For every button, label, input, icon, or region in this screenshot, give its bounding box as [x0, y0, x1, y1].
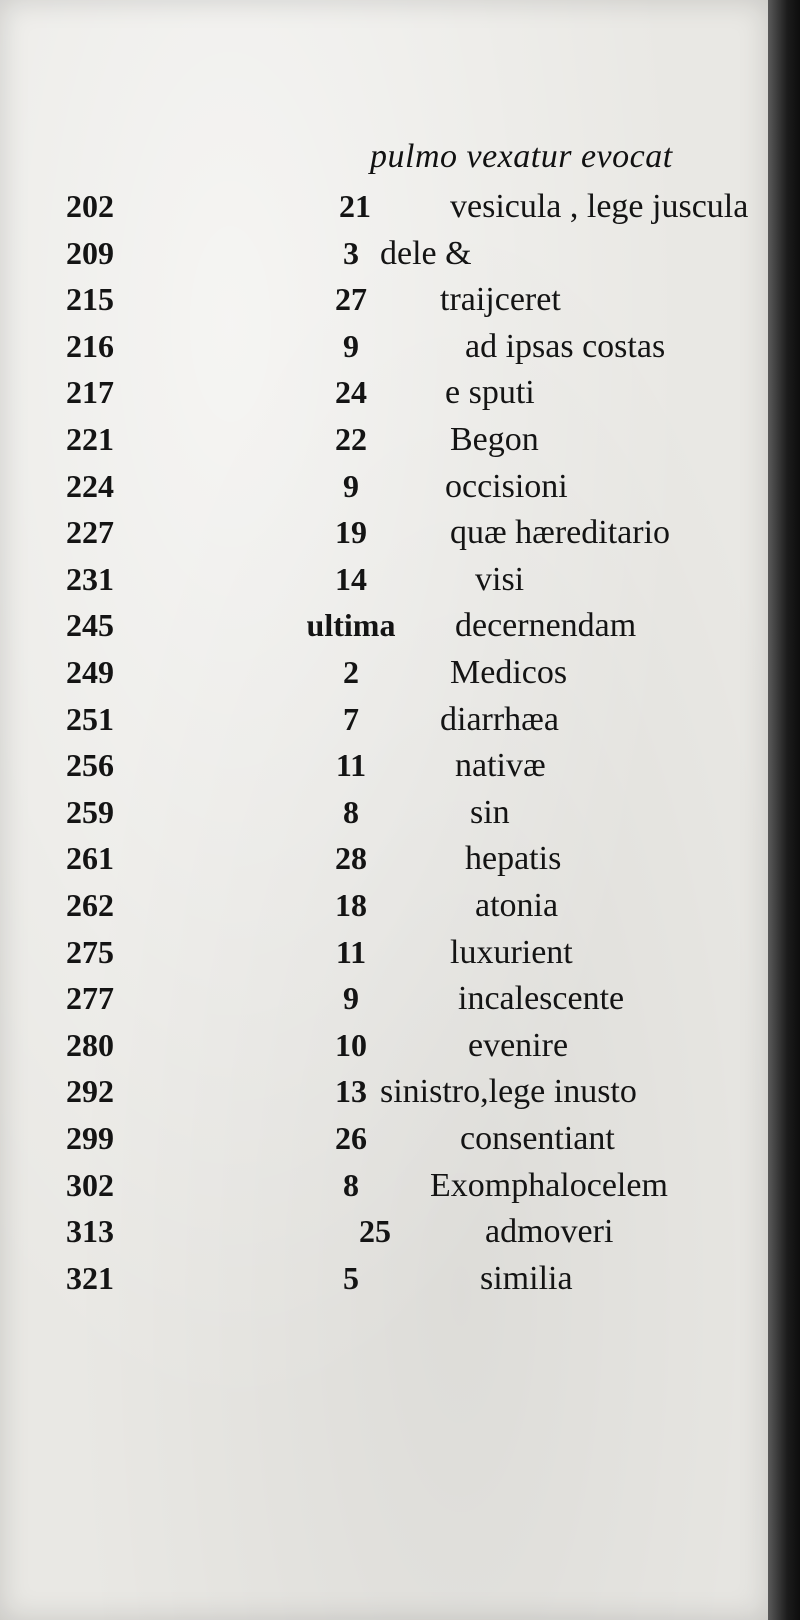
- errata-correction: similia: [480, 1259, 573, 1297]
- errata-row: [0, 980, 760, 1028]
- errata-page-number: 259: [66, 793, 114, 830]
- errata-correction: vesicula , lege juscula: [450, 188, 749, 225]
- errata-line-number: ultima: [306, 607, 396, 644]
- errata-page-number: 221: [66, 421, 114, 457]
- errata-line-number: 11: [335, 933, 367, 970]
- errata-line-number: 11: [335, 747, 367, 784]
- errata-row: [0, 561, 760, 609]
- errata-line-number: 7: [343, 700, 359, 737]
- errata-line-number: 8: [343, 793, 359, 830]
- errata-row: [0, 281, 760, 329]
- errata-row: [0, 468, 760, 516]
- errata-row: [0, 794, 760, 842]
- errata-row: [0, 607, 760, 655]
- errata-row: [0, 701, 760, 749]
- errata-page-number: 313: [66, 1213, 114, 1250]
- errata-line-number: 27: [335, 281, 367, 318]
- errata-page-number: 227: [66, 514, 114, 551]
- errata-row: [0, 654, 760, 702]
- errata-row: [0, 1120, 760, 1168]
- binding-edge: [768, 0, 800, 1620]
- errata-row: [0, 747, 760, 795]
- errata-correction: visi: [475, 560, 525, 598]
- errata-line-number: 9: [343, 327, 359, 364]
- errata-row: [0, 421, 760, 469]
- errata-page-number: 249: [66, 654, 114, 690]
- errata-page-number: 251: [66, 700, 114, 737]
- errata-page-number: 224: [66, 467, 114, 504]
- errata-correction: luxurient: [450, 933, 573, 971]
- errata-row: [0, 1213, 760, 1261]
- errata-correction: decernendam: [455, 607, 637, 645]
- errata-correction: occisioni: [445, 467, 568, 505]
- errata-page-number: 216: [66, 327, 114, 364]
- errata-correction: incalescente: [458, 980, 625, 1018]
- errata-page-number: 245: [66, 607, 114, 644]
- errata-correction: admoveri: [485, 1213, 614, 1251]
- errata-line-number: 21: [339, 188, 371, 224]
- errata-page-number: 292: [66, 1073, 114, 1110]
- errata-row: [0, 1027, 760, 1075]
- errata-line-number: 3: [343, 234, 359, 271]
- errata-page-number: 299: [66, 1120, 114, 1156]
- errata-line-number: 24: [335, 374, 367, 411]
- errata-row: [0, 887, 760, 935]
- errata-correction: consentiant: [460, 1120, 615, 1157]
- errata-line-number: 26: [335, 1120, 367, 1156]
- errata-page-number: 262: [66, 887, 114, 923]
- errata-correction: sin: [470, 793, 510, 831]
- errata-page-number: 277: [66, 980, 114, 1017]
- errata-page-number: 202: [66, 188, 114, 224]
- errata-line-number: 25: [359, 1213, 391, 1250]
- errata-correction: diarrhæa: [440, 700, 559, 738]
- errata-page-number: 209: [66, 234, 114, 271]
- errata-row: [0, 235, 760, 283]
- errata-row: [0, 328, 760, 376]
- errata-line-number: 14: [335, 560, 367, 597]
- errata-line-number: 28: [335, 840, 367, 877]
- errata-line-number: 19: [335, 514, 367, 551]
- errata-line-number: 13: [335, 1073, 367, 1110]
- errata-correction: ad ipsas costas: [465, 327, 666, 365]
- errata-correction: quæ hæreditario: [450, 514, 671, 552]
- errata-page-number: 256: [66, 747, 114, 784]
- errata-page-number: 321: [66, 1259, 114, 1296]
- errata-correction: atonia: [475, 887, 559, 924]
- errata-row: [0, 1167, 760, 1215]
- errata-line-number: 18: [335, 887, 367, 923]
- errata-correction: nativæ: [455, 747, 546, 785]
- errata-line-number: 2: [343, 654, 359, 690]
- errata-page-number: 280: [66, 1026, 114, 1063]
- errata-row: [0, 934, 760, 982]
- errata-line-number: 8: [343, 1166, 359, 1203]
- errata-correction: evenire: [468, 1026, 569, 1064]
- errata-correction: Exomphalocelem: [430, 1166, 668, 1204]
- errata-row: [0, 188, 760, 236]
- errata-correction: Begon: [450, 421, 539, 458]
- errata-page-number: 261: [66, 840, 114, 877]
- errata-page-number: 275: [66, 933, 114, 970]
- errata-line-number: 22: [335, 421, 367, 457]
- errata-row: [0, 840, 760, 888]
- errata-page-number: 231: [66, 560, 114, 597]
- errata-row: [0, 1073, 760, 1121]
- errata-page-number: 217: [66, 374, 114, 411]
- errata-line-number: 9: [343, 467, 359, 504]
- errata-line-number: 5: [343, 1259, 359, 1296]
- errata-correction: dele &: [380, 234, 472, 272]
- errata-correction: Medicos: [450, 654, 568, 691]
- errata-page-number: 302: [66, 1166, 114, 1203]
- errata-correction: traijceret: [440, 281, 561, 319]
- errata-line-number: 10: [335, 1026, 367, 1063]
- errata-row: [0, 514, 760, 562]
- errata-correction: hepatis: [465, 840, 562, 878]
- errata-correction: e sputi: [445, 374, 535, 412]
- errata-continuation-line: pulmo vexatur evocat: [370, 138, 673, 175]
- errata-row: [0, 1260, 760, 1308]
- errata-correction: sinistro,lege inusto: [380, 1073, 637, 1111]
- errata-page-number: 215: [66, 281, 114, 318]
- errata-line-number: 9: [343, 980, 359, 1017]
- errata-row: [0, 374, 760, 422]
